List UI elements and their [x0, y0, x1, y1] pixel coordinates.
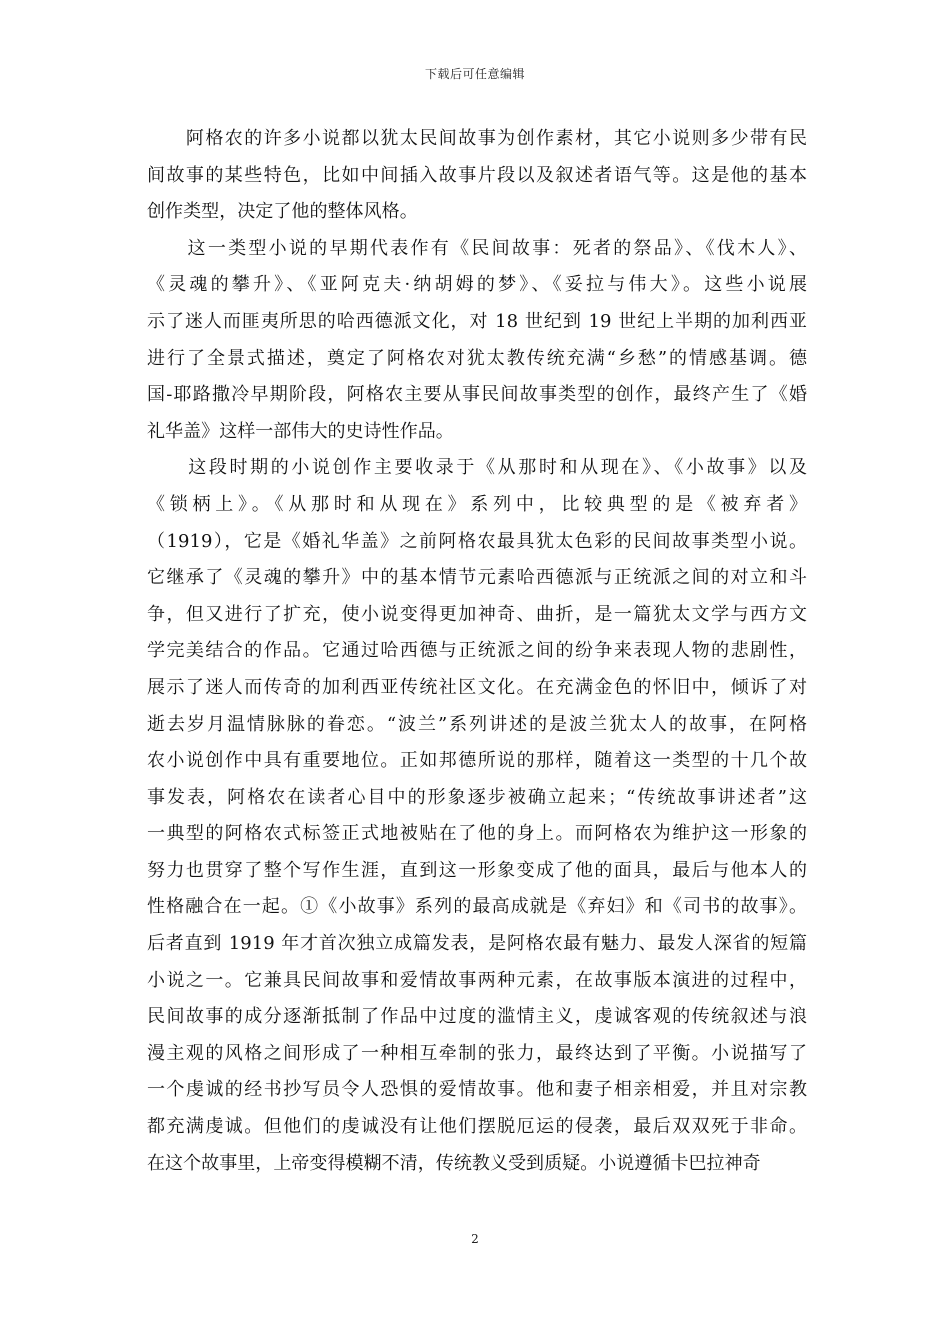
text-line: 礼华盖》这样一部伟大的史诗性作品。	[147, 420, 454, 442]
page-number: 2	[471, 1232, 479, 1246]
text-line: 国-耶路撒冷早期阶段，阿格农主要从事民间故事类型的创作，最终产生了《婚	[147, 384, 807, 406]
text-line: 性格融合在一起。①《小故事》系列的最高成就是《弃妇》和《司书的故事》。	[147, 896, 807, 918]
text-line: 学完美结合的作品。它通过哈西德与正统派之间的纷争来表现人物的悲剧性，	[147, 640, 807, 662]
text-line: 漫主观的风格之间形成了一种相互牵制的张力，最终达到了平衡。小说描写了	[147, 1042, 807, 1064]
text-line: 农小说创作中具有重要地位。正如邦德所说的那样，随着这一类型的十几个故	[147, 750, 807, 772]
text-line: 在这个故事里，上帝变得模糊不清，传统教义受到质疑。小说遵循卡巴拉神奇	[147, 1152, 761, 1174]
text-line: 阿格农的许多小说都以犹太民间故事为创作素材，其它小说则多少带有民	[147, 128, 807, 149]
text-line: 小说之一。它兼具民间故事和爱情故事两种元素，在故事版本演进的过程中，	[147, 969, 807, 991]
text-line: 它继承了《灵魂的攀升》中的基本情节元素哈西德派与正统派之间的对立和斗	[147, 567, 807, 589]
text-line: 创作类型，决定了他的整体风格。	[147, 201, 418, 223]
text-line: 民间故事的成分逐渐抵制了作品中过度的滥情主义，虔诚客观的传统叙述与浪	[147, 1006, 807, 1028]
text-line: 展示了迷人而传奇的加利西亚传统社区文化。在充满金色的怀旧中，倾诉了对	[147, 676, 807, 698]
text-line: 争，但又进行了扩充，使小说变得更加神奇、曲折，是一篇犹太文学与西方文	[147, 603, 807, 625]
document-body	[147, 121, 807, 1182]
text-line: 这一类型小说的早期代表作有《民间故事：死者的祭品》、《伐木人》、	[147, 237, 807, 259]
text-line: 《锁柄上》。《从那时和从现在》系列中，比较典型的是《被弃者》	[147, 493, 807, 515]
text-line: 一典型的阿格农式标签正式地被贴在了他的身上。而阿格农为维护这一形象的	[147, 823, 807, 845]
page-header: 下载后可任意编辑	[424, 67, 525, 81]
text-line: 事发表，阿格农在读者心目中的形象逐步被确立起来；“传统故事讲述者”这	[147, 786, 807, 808]
text-line: 进行了全景式描述，奠定了阿格农对犹太教传统充满“乡愁”的情感基调。德	[147, 347, 807, 369]
text-line: 《灵魂的攀升》、《亚阿克夫·纳胡姆的梦》、《妥拉与伟大》。这些小说展	[147, 274, 807, 296]
text-line: 都充满虔诚。但他们的虔诚没有让他们摆脱厄运的侵袭，最后双双死于非命。	[147, 1116, 807, 1138]
text-line: 这段时期的小说创作主要收录于《从那时和从现在》、《小故事》以及	[147, 457, 807, 479]
text-line: 逝去岁月温情脉脉的眷恋。“波兰”系列讲述的是波兰犹太人的故事，在阿格	[147, 713, 807, 735]
text-line: 努力也贯穿了整个写作生涯，直到这一形象变成了他的面具，最后与他本人的	[147, 859, 807, 881]
text-line: 后者直到 1919 年才首次独立成篇发表，是阿格农最有魅力、最发人深省的短篇	[147, 933, 807, 955]
text-line: 一个虔诚的经书抄写员令人恐惧的爱情故事。他和妻子相亲相爱，并且对宗教	[147, 1079, 807, 1101]
text-line: 示了迷人而匪夷所思的哈西德派文化，对 18 世纪到 19 世纪上半期的加利西亚	[147, 310, 807, 332]
text-line: 间故事的某些特色，比如中间插入故事片段以及叙述者语气等。这是他的基本	[147, 164, 807, 186]
text-line: （1919），它是《婚礼华盖》之前阿格农最具犹太色彩的民间故事类型小说。	[147, 530, 807, 552]
